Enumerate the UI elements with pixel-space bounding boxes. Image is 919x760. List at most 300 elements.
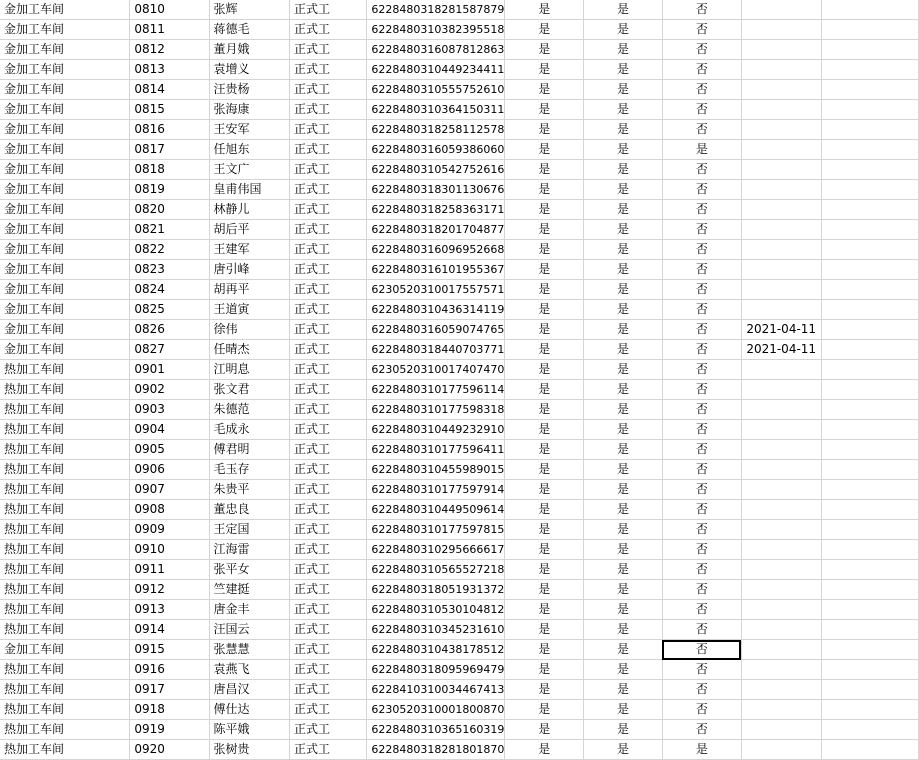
employee-name-cell[interactable]: 胡再平 xyxy=(209,280,290,300)
workshop-cell[interactable]: 热加工车间 xyxy=(0,560,130,580)
workshop-cell[interactable]: 金加工车间 xyxy=(0,320,130,340)
bank-account-cell[interactable]: 6228480310565527218 xyxy=(367,560,505,580)
bank-account-cell[interactable]: 6228480310345231610 xyxy=(367,620,505,640)
date-cell[interactable] xyxy=(741,80,821,100)
bank-account-cell[interactable]: 6228480310382395518 xyxy=(367,20,505,40)
employee-name-cell[interactable]: 傅君明 xyxy=(209,440,290,460)
bank-account-cell[interactable]: 6228480318258112578 xyxy=(367,120,505,140)
flag-a-cell[interactable]: 是 xyxy=(505,60,584,80)
workshop-cell[interactable]: 金加工车间 xyxy=(0,200,130,220)
workshop-cell[interactable]: 金加工车间 xyxy=(0,80,130,100)
bank-account-cell[interactable]: 6228480316096952668 xyxy=(367,240,505,260)
bank-account-cell[interactable]: 6228480310455989015 xyxy=(367,460,505,480)
employee-name-cell[interactable]: 蒋德毛 xyxy=(209,20,290,40)
bank-account-cell[interactable]: 6228480318051931372 xyxy=(367,580,505,600)
flag-c-cell[interactable]: 否 xyxy=(662,260,741,280)
bank-account-cell[interactable]: 6228480310177597815 xyxy=(367,520,505,540)
employee-type-cell[interactable]: 正式工 xyxy=(290,580,367,600)
employee-id-cell[interactable]: 0822 xyxy=(130,240,209,260)
workshop-cell[interactable]: 金加工车间 xyxy=(0,120,130,140)
flag-c-cell[interactable]: 否 xyxy=(662,80,741,100)
flag-b-cell[interactable]: 是 xyxy=(584,600,663,620)
bank-account-cell[interactable]: 6228480310449509614 xyxy=(367,500,505,520)
workshop-cell[interactable]: 金加工车间 xyxy=(0,220,130,240)
flag-c-cell[interactable]: 否 xyxy=(662,20,741,40)
employee-type-cell[interactable]: 正式工 xyxy=(290,740,367,760)
employee-type-cell[interactable]: 正式工 xyxy=(290,660,367,680)
flag-c-cell[interactable]: 否 xyxy=(662,340,741,360)
employee-type-cell[interactable]: 正式工 xyxy=(290,240,367,260)
date-cell[interactable] xyxy=(741,660,821,680)
empty-cell[interactable] xyxy=(821,600,918,620)
flag-b-cell[interactable]: 是 xyxy=(584,60,663,80)
workshop-cell[interactable]: 热加工车间 xyxy=(0,720,130,740)
employee-id-cell[interactable]: 0918 xyxy=(130,700,209,720)
flag-c-cell[interactable]: 否 xyxy=(662,640,741,660)
bank-account-cell[interactable]: 6228480318440703771 xyxy=(367,340,505,360)
flag-b-cell[interactable]: 是 xyxy=(584,300,663,320)
flag-b-cell[interactable]: 是 xyxy=(584,440,663,460)
empty-cell[interactable] xyxy=(821,580,918,600)
flag-c-cell[interactable]: 否 xyxy=(662,380,741,400)
employee-type-cell[interactable]: 正式工 xyxy=(290,280,367,300)
flag-c-cell[interactable]: 否 xyxy=(662,240,741,260)
flag-a-cell[interactable]: 是 xyxy=(505,200,584,220)
flag-b-cell[interactable]: 是 xyxy=(584,280,663,300)
employee-id-cell[interactable]: 0818 xyxy=(130,160,209,180)
workshop-cell[interactable]: 热加工车间 xyxy=(0,420,130,440)
flag-c-cell[interactable]: 否 xyxy=(662,620,741,640)
flag-a-cell[interactable]: 是 xyxy=(505,40,584,60)
flag-c-cell[interactable]: 否 xyxy=(662,40,741,60)
flag-c-cell[interactable]: 否 xyxy=(662,220,741,240)
employee-id-cell[interactable]: 0905 xyxy=(130,440,209,460)
employee-name-cell[interactable]: 毛成永 xyxy=(209,420,290,440)
flag-b-cell[interactable]: 是 xyxy=(584,420,663,440)
flag-b-cell[interactable]: 是 xyxy=(584,380,663,400)
employee-type-cell[interactable]: 正式工 xyxy=(290,560,367,580)
empty-cell[interactable] xyxy=(821,400,918,420)
employee-name-cell[interactable]: 胡后平 xyxy=(209,220,290,240)
flag-b-cell[interactable]: 是 xyxy=(584,640,663,660)
bank-account-cell[interactable]: 6228480310364150311 xyxy=(367,100,505,120)
employee-name-cell[interactable]: 唐金丰 xyxy=(209,600,290,620)
bank-account-cell[interactable]: 6228480310449234411 xyxy=(367,60,505,80)
employee-type-cell[interactable]: 正式工 xyxy=(290,120,367,140)
flag-b-cell[interactable]: 是 xyxy=(584,480,663,500)
date-cell[interactable] xyxy=(741,640,821,660)
flag-a-cell[interactable]: 是 xyxy=(505,580,584,600)
employee-type-cell[interactable]: 正式工 xyxy=(290,600,367,620)
employee-id-cell[interactable]: 0819 xyxy=(130,180,209,200)
bank-account-cell[interactable]: 6228480310449232910 xyxy=(367,420,505,440)
employee-type-cell[interactable]: 正式工 xyxy=(290,500,367,520)
flag-a-cell[interactable]: 是 xyxy=(505,140,584,160)
workshop-cell[interactable]: 热加工车间 xyxy=(0,360,130,380)
employee-type-cell[interactable]: 正式工 xyxy=(290,480,367,500)
bank-account-cell[interactable]: 6228480318281801870 xyxy=(367,740,505,760)
employee-name-cell[interactable]: 任旭东 xyxy=(209,140,290,160)
flag-b-cell[interactable]: 是 xyxy=(584,700,663,720)
flag-c-cell[interactable]: 否 xyxy=(662,200,741,220)
flag-b-cell[interactable]: 是 xyxy=(584,460,663,480)
date-cell[interactable]: 2021-04-11 xyxy=(741,340,821,360)
flag-a-cell[interactable]: 是 xyxy=(505,100,584,120)
flag-a-cell[interactable]: 是 xyxy=(505,620,584,640)
workshop-cell[interactable]: 热加工车间 xyxy=(0,520,130,540)
employee-id-cell[interactable]: 0911 xyxy=(130,560,209,580)
bank-account-cell[interactable]: 6228480318281587879 xyxy=(367,0,505,20)
employee-type-cell[interactable]: 正式工 xyxy=(290,340,367,360)
flag-c-cell[interactable]: 否 xyxy=(662,500,741,520)
flag-c-cell[interactable]: 否 xyxy=(662,560,741,580)
flag-c-cell[interactable]: 否 xyxy=(662,660,741,680)
date-cell[interactable] xyxy=(741,100,821,120)
employee-name-cell[interactable]: 毛玉存 xyxy=(209,460,290,480)
date-cell[interactable] xyxy=(741,280,821,300)
flag-a-cell[interactable]: 是 xyxy=(505,80,584,100)
empty-cell[interactable] xyxy=(821,300,918,320)
date-cell[interactable]: 2021-04-11 xyxy=(741,320,821,340)
flag-c-cell[interactable]: 否 xyxy=(662,520,741,540)
employee-id-cell[interactable]: 0810 xyxy=(130,0,209,20)
date-cell[interactable] xyxy=(741,560,821,580)
employee-name-cell[interactable]: 任晴杰 xyxy=(209,340,290,360)
employee-name-cell[interactable]: 汪贵杨 xyxy=(209,80,290,100)
employee-type-cell[interactable]: 正式工 xyxy=(290,180,367,200)
date-cell[interactable] xyxy=(741,40,821,60)
employee-name-cell[interactable]: 汪国云 xyxy=(209,620,290,640)
workshop-cell[interactable]: 金加工车间 xyxy=(0,280,130,300)
employee-name-cell[interactable]: 竺建挺 xyxy=(209,580,290,600)
employee-type-cell[interactable]: 正式工 xyxy=(290,640,367,660)
bank-account-cell[interactable]: 6230520310017557571 xyxy=(367,280,505,300)
date-cell[interactable] xyxy=(741,60,821,80)
bank-account-cell[interactable]: 6228480310530104812 xyxy=(367,600,505,620)
employee-id-cell[interactable]: 0910 xyxy=(130,540,209,560)
workshop-cell[interactable]: 热加工车间 xyxy=(0,480,130,500)
employee-name-cell[interactable]: 王建军 xyxy=(209,240,290,260)
employee-name-cell[interactable]: 林静儿 xyxy=(209,200,290,220)
employee-id-cell[interactable]: 0906 xyxy=(130,460,209,480)
employee-id-cell[interactable]: 0814 xyxy=(130,80,209,100)
empty-cell[interactable] xyxy=(821,160,918,180)
workshop-cell[interactable]: 金加工车间 xyxy=(0,40,130,60)
flag-c-cell[interactable]: 否 xyxy=(662,700,741,720)
empty-cell[interactable] xyxy=(821,520,918,540)
date-cell[interactable] xyxy=(741,120,821,140)
date-cell[interactable] xyxy=(741,740,821,760)
date-cell[interactable] xyxy=(741,240,821,260)
empty-cell[interactable] xyxy=(821,220,918,240)
flag-b-cell[interactable]: 是 xyxy=(584,100,663,120)
flag-a-cell[interactable]: 是 xyxy=(505,120,584,140)
empty-cell[interactable] xyxy=(821,0,918,20)
empty-cell[interactable] xyxy=(821,340,918,360)
employee-type-cell[interactable]: 正式工 xyxy=(290,440,367,460)
flag-b-cell[interactable]: 是 xyxy=(584,140,663,160)
flag-b-cell[interactable]: 是 xyxy=(584,240,663,260)
employee-type-cell[interactable]: 正式工 xyxy=(290,100,367,120)
flag-c-cell[interactable]: 否 xyxy=(662,160,741,180)
employee-name-cell[interactable]: 张海康 xyxy=(209,100,290,120)
empty-cell[interactable] xyxy=(821,720,918,740)
bank-account-cell[interactable]: 6228480318258363171 xyxy=(367,200,505,220)
bank-account-cell[interactable]: 6228480310542752616 xyxy=(367,160,505,180)
employee-type-cell[interactable]: 正式工 xyxy=(290,360,367,380)
bank-account-cell[interactable]: 6228480310177596114 xyxy=(367,380,505,400)
employee-id-cell[interactable]: 0820 xyxy=(130,200,209,220)
flag-a-cell[interactable]: 是 xyxy=(505,560,584,580)
workshop-cell[interactable]: 热加工车间 xyxy=(0,440,130,460)
employee-id-cell[interactable]: 0919 xyxy=(130,720,209,740)
workshop-cell[interactable]: 热加工车间 xyxy=(0,540,130,560)
date-cell[interactable] xyxy=(741,220,821,240)
empty-cell[interactable] xyxy=(821,200,918,220)
employee-type-cell[interactable]: 正式工 xyxy=(290,380,367,400)
employee-type-cell[interactable]: 正式工 xyxy=(290,0,367,20)
workshop-cell[interactable]: 金加工车间 xyxy=(0,340,130,360)
empty-cell[interactable] xyxy=(821,420,918,440)
date-cell[interactable] xyxy=(741,520,821,540)
flag-b-cell[interactable]: 是 xyxy=(584,320,663,340)
date-cell[interactable] xyxy=(741,680,821,700)
workshop-cell[interactable]: 热加工车间 xyxy=(0,700,130,720)
flag-c-cell[interactable]: 否 xyxy=(662,300,741,320)
bank-account-cell[interactable]: 6228480318201704877 xyxy=(367,220,505,240)
flag-c-cell[interactable]: 是 xyxy=(662,740,741,760)
flag-a-cell[interactable]: 是 xyxy=(505,520,584,540)
flag-a-cell[interactable]: 是 xyxy=(505,480,584,500)
empty-cell[interactable] xyxy=(821,480,918,500)
workshop-cell[interactable]: 金加工车间 xyxy=(0,20,130,40)
employee-type-cell[interactable]: 正式工 xyxy=(290,260,367,280)
employee-name-cell[interactable]: 皇甫伟国 xyxy=(209,180,290,200)
date-cell[interactable] xyxy=(741,480,821,500)
employee-name-cell[interactable]: 朱贵平 xyxy=(209,480,290,500)
workshop-cell[interactable]: 金加工车间 xyxy=(0,60,130,80)
flag-a-cell[interactable]: 是 xyxy=(505,460,584,480)
employee-type-cell[interactable]: 正式工 xyxy=(290,200,367,220)
employee-name-cell[interactable]: 董忠良 xyxy=(209,500,290,520)
flag-b-cell[interactable]: 是 xyxy=(584,20,663,40)
employee-type-cell[interactable]: 正式工 xyxy=(290,20,367,40)
flag-b-cell[interactable]: 是 xyxy=(584,220,663,240)
flag-a-cell[interactable]: 是 xyxy=(505,420,584,440)
bank-account-cell[interactable]: 6228480310555752610 xyxy=(367,80,505,100)
employee-id-cell[interactable]: 0811 xyxy=(130,20,209,40)
empty-cell[interactable] xyxy=(821,560,918,580)
empty-cell[interactable] xyxy=(821,680,918,700)
employee-type-cell[interactable]: 正式工 xyxy=(290,540,367,560)
employee-type-cell[interactable]: 正式工 xyxy=(290,300,367,320)
flag-a-cell[interactable]: 是 xyxy=(505,540,584,560)
employee-name-cell[interactable]: 王文广 xyxy=(209,160,290,180)
employee-type-cell[interactable]: 正式工 xyxy=(290,720,367,740)
employee-id-cell[interactable]: 0824 xyxy=(130,280,209,300)
flag-c-cell[interactable]: 否 xyxy=(662,440,741,460)
flag-c-cell[interactable]: 否 xyxy=(662,0,741,20)
flag-c-cell[interactable]: 否 xyxy=(662,600,741,620)
employee-name-cell[interactable]: 江海雷 xyxy=(209,540,290,560)
flag-c-cell[interactable]: 否 xyxy=(662,680,741,700)
employee-id-cell[interactable]: 0821 xyxy=(130,220,209,240)
empty-cell[interactable] xyxy=(821,260,918,280)
empty-cell[interactable] xyxy=(821,540,918,560)
employee-name-cell[interactable]: 王安军 xyxy=(209,120,290,140)
bank-account-cell[interactable]: 6228480316059074765 xyxy=(367,320,505,340)
flag-a-cell[interactable]: 是 xyxy=(505,280,584,300)
empty-cell[interactable] xyxy=(821,460,918,480)
flag-a-cell[interactable]: 是 xyxy=(505,240,584,260)
bank-account-cell[interactable]: 6228480310436314119 xyxy=(367,300,505,320)
workshop-cell[interactable]: 热加工车间 xyxy=(0,380,130,400)
employee-name-cell[interactable]: 董月娥 xyxy=(209,40,290,60)
employee-type-cell[interactable]: 正式工 xyxy=(290,400,367,420)
employee-type-cell[interactable]: 正式工 xyxy=(290,460,367,480)
workshop-cell[interactable]: 热加工车间 xyxy=(0,740,130,760)
bank-account-cell[interactable]: 6228480310177598318 xyxy=(367,400,505,420)
workshop-cell[interactable]: 热加工车间 xyxy=(0,580,130,600)
employee-name-cell[interactable]: 唐昌汉 xyxy=(209,680,290,700)
employee-type-cell[interactable]: 正式工 xyxy=(290,700,367,720)
empty-cell[interactable] xyxy=(821,240,918,260)
employee-type-cell[interactable]: 正式工 xyxy=(290,620,367,640)
flag-b-cell[interactable]: 是 xyxy=(584,680,663,700)
employee-name-cell[interactable]: 王道寅 xyxy=(209,300,290,320)
flag-c-cell[interactable]: 否 xyxy=(662,580,741,600)
workshop-cell[interactable]: 金加工车间 xyxy=(0,240,130,260)
workshop-cell[interactable]: 热加工车间 xyxy=(0,600,130,620)
flag-a-cell[interactable]: 是 xyxy=(505,300,584,320)
flag-c-cell[interactable]: 否 xyxy=(662,280,741,300)
flag-c-cell[interactable]: 否 xyxy=(662,180,741,200)
empty-cell[interactable] xyxy=(821,620,918,640)
bank-account-cell[interactable]: 6228480316059386060 xyxy=(367,140,505,160)
workshop-cell[interactable]: 金加工车间 xyxy=(0,300,130,320)
flag-b-cell[interactable]: 是 xyxy=(584,80,663,100)
date-cell[interactable] xyxy=(741,720,821,740)
empty-cell[interactable] xyxy=(821,500,918,520)
employee-name-cell[interactable]: 陈平娥 xyxy=(209,720,290,740)
employee-type-cell[interactable]: 正式工 xyxy=(290,160,367,180)
flag-a-cell[interactable]: 是 xyxy=(505,380,584,400)
bank-account-cell[interactable]: 6230520310001800870 xyxy=(367,700,505,720)
date-cell[interactable] xyxy=(741,180,821,200)
date-cell[interactable] xyxy=(741,440,821,460)
flag-b-cell[interactable]: 是 xyxy=(584,340,663,360)
flag-a-cell[interactable]: 是 xyxy=(505,720,584,740)
empty-cell[interactable] xyxy=(821,440,918,460)
date-cell[interactable] xyxy=(741,420,821,440)
flag-c-cell[interactable]: 否 xyxy=(662,720,741,740)
flag-a-cell[interactable]: 是 xyxy=(505,360,584,380)
flag-a-cell[interactable]: 是 xyxy=(505,740,584,760)
flag-c-cell[interactable]: 是 xyxy=(662,140,741,160)
employee-type-cell[interactable]: 正式工 xyxy=(290,420,367,440)
flag-b-cell[interactable]: 是 xyxy=(584,540,663,560)
empty-cell[interactable] xyxy=(821,740,918,760)
flag-b-cell[interactable]: 是 xyxy=(584,560,663,580)
empty-cell[interactable] xyxy=(821,60,918,80)
empty-cell[interactable] xyxy=(821,380,918,400)
employee-name-cell[interactable]: 张辉 xyxy=(209,0,290,20)
flag-b-cell[interactable]: 是 xyxy=(584,580,663,600)
flag-a-cell[interactable]: 是 xyxy=(505,20,584,40)
employee-type-cell[interactable]: 正式工 xyxy=(290,80,367,100)
flag-b-cell[interactable]: 是 xyxy=(584,400,663,420)
bank-account-cell[interactable]: 6228480318301130676 xyxy=(367,180,505,200)
workshop-cell[interactable]: 金加工车间 xyxy=(0,260,130,280)
employee-id-cell[interactable]: 0815 xyxy=(130,100,209,120)
employee-id-cell[interactable]: 0826 xyxy=(130,320,209,340)
bank-account-cell[interactable]: 6228480310295666617 xyxy=(367,540,505,560)
flag-a-cell[interactable]: 是 xyxy=(505,320,584,340)
employee-id-cell[interactable]: 0823 xyxy=(130,260,209,280)
employee-id-cell[interactable]: 0912 xyxy=(130,580,209,600)
empty-cell[interactable] xyxy=(821,100,918,120)
flag-a-cell[interactable]: 是 xyxy=(505,340,584,360)
flag-a-cell[interactable]: 是 xyxy=(505,160,584,180)
employee-id-cell[interactable]: 0909 xyxy=(130,520,209,540)
flag-b-cell[interactable]: 是 xyxy=(584,740,663,760)
workshop-cell[interactable]: 金加工车间 xyxy=(0,0,130,20)
employee-id-cell[interactable]: 0813 xyxy=(130,60,209,80)
empty-cell[interactable] xyxy=(821,660,918,680)
bank-account-cell[interactable]: 6228480318095969479 xyxy=(367,660,505,680)
flag-c-cell[interactable]: 否 xyxy=(662,540,741,560)
date-cell[interactable] xyxy=(741,580,821,600)
flag-b-cell[interactable]: 是 xyxy=(584,200,663,220)
employee-name-cell[interactable]: 张平女 xyxy=(209,560,290,580)
employee-id-cell[interactable]: 0812 xyxy=(130,40,209,60)
bank-account-cell[interactable]: 6228480310177596411 xyxy=(367,440,505,460)
employee-type-cell[interactable]: 正式工 xyxy=(290,60,367,80)
employee-name-cell[interactable]: 傅仕达 xyxy=(209,700,290,720)
date-cell[interactable] xyxy=(741,380,821,400)
flag-c-cell[interactable]: 否 xyxy=(662,320,741,340)
empty-cell[interactable] xyxy=(821,180,918,200)
employee-type-cell[interactable]: 正式工 xyxy=(290,320,367,340)
empty-cell[interactable] xyxy=(821,320,918,340)
employee-id-cell[interactable]: 0904 xyxy=(130,420,209,440)
employee-id-cell[interactable]: 0915 xyxy=(130,640,209,660)
flag-a-cell[interactable]: 是 xyxy=(505,500,584,520)
bank-account-cell[interactable]: 6228480310365160319 xyxy=(367,720,505,740)
employee-id-cell[interactable]: 0827 xyxy=(130,340,209,360)
date-cell[interactable] xyxy=(741,700,821,720)
bank-account-cell[interactable]: 6230520310017407470 xyxy=(367,360,505,380)
workshop-cell[interactable]: 热加工车间 xyxy=(0,500,130,520)
flag-c-cell[interactable]: 否 xyxy=(662,420,741,440)
flag-b-cell[interactable]: 是 xyxy=(584,620,663,640)
employee-type-cell[interactable]: 正式工 xyxy=(290,520,367,540)
employee-id-cell[interactable]: 0914 xyxy=(130,620,209,640)
date-cell[interactable] xyxy=(741,160,821,180)
employee-name-cell[interactable]: 袁燕飞 xyxy=(209,660,290,680)
employee-name-cell[interactable]: 张树贵 xyxy=(209,740,290,760)
employee-id-cell[interactable]: 0901 xyxy=(130,360,209,380)
date-cell[interactable] xyxy=(741,620,821,640)
employee-name-cell[interactable]: 朱德范 xyxy=(209,400,290,420)
employee-id-cell[interactable]: 0913 xyxy=(130,600,209,620)
flag-b-cell[interactable]: 是 xyxy=(584,40,663,60)
date-cell[interactable] xyxy=(741,300,821,320)
flag-b-cell[interactable]: 是 xyxy=(584,0,663,20)
flag-a-cell[interactable]: 是 xyxy=(505,660,584,680)
employee-id-cell[interactable]: 0916 xyxy=(130,660,209,680)
flag-a-cell[interactable]: 是 xyxy=(505,700,584,720)
